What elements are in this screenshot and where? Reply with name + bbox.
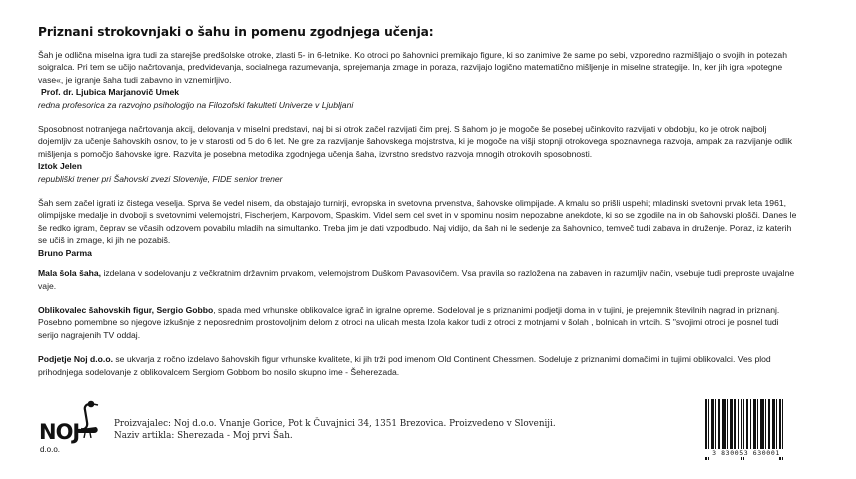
producer-line: Proizvajalec: Noj d.o.o. Vnanje Gorice, Pot k Čuvajnici 34, 1351 Brezovica. Proizvedeno v Sloveniji. [114, 419, 556, 429]
logo-subtext: d.o.o. [40, 445, 61, 454]
info-mala-sola [38, 267, 798, 292]
info-mala-sola-text: izdelana v sodelovanju z večkratnim državnim prvakom, velemojstrom Duškom Pavasovičem. Vsa pravila so razložena na zabaven in razumljiv način, vsebuje tudi preproste uvajalne vaje. [38, 268, 795, 291]
author-jelen: Iztok Jelen [38, 161, 82, 172]
logo-wordmark: NOJ [39, 420, 80, 444]
quote-text-marjanovic: Šah je odlična miselna igra tudi za starejše predšolske otroke, zlasti 5- in 6-letnike. Ko otroci po šahovnici premikajo figure, ki so zanimive že same po sebi, vzporedno razmišljajo o svojih in potezah soigralca. Pri tem se učijo načrtovanja, predvidevanja, socialnega razumevanja, sprejemanja zmage in poraza, razvijajo logično matematično mišljenje in miselne strategije. In, ker jih igra »potegne vase«, je igranje šaha tudi zabavno in vznemirljivo. [38, 50, 787, 85]
role-jelen: republiški trener pri Šahovski zvezi Slovenije, FIDE senior trener [38, 173, 283, 184]
info-gobbo [38, 304, 798, 341]
info-noj-text: se ukvarja z ročno izdelavo šahovskih figur vrhunske kvalitete, ki jih trži pod imenom Old Continent Chessmen. Sodeluje z priznanimi domačimi in tujimi oblikovalci. Ves plod prihodnjega sodelovanje z oblikovalcem Sergiom Gobbom bo nosilo skupno ime - Šeherezada. [38, 354, 771, 377]
noj-logo [38, 404, 108, 460]
author-parma: Bruno Parma [38, 247, 92, 258]
author-marjanovic: Prof. dr. Ljubica Marjanovič Umek [41, 87, 180, 98]
product-info [114, 418, 556, 442]
info-gobbo-text: , spada med vrhunske oblikovalce igrač in igralne opreme. Sodeloval je s priznanimi podjetji doma in v tujini, je prejemnik številnih nagrad in priznanj. Posebno pomembne so njegove izkušnje z neposrednim prostovoljnim delom z otroci na ulicah mesta Izola kakor tudi z otroci z motnjami v šolah , bolnicah in vrtcih. S "svojimi otroci je posnel tudi serijo nagrajenih TV oddaj. [38, 304, 780, 340]
role-marjanovic: redna profesorica za razvojno psihologijo na Filozofski fakulteti Univerze v Ljubljani [38, 99, 354, 110]
info-gobbo-lead: Oblikovalec šahovskih figur, Sergio Gobbo [38, 304, 214, 315]
info-mala-sola-lead: Mala šola šaha, [38, 268, 102, 279]
page-title: Priznani strokovnjaki o šahu in pomenu zgodnjega učenja: [38, 25, 434, 39]
quote-text-jelen: Sposobnost notranjega načrtovanja akcij, delovanja v miselni predstavi, naj bi si otrok začel razvijati čim prej. S šahom jo je mogoče še posebej učinkovito razvijati v obdobju, ko je otrok najbolj dojemljiv za učenje šahovskih osnov, to je v starosti od 5 do 6 let. Ne gre za razvijanje šahovskega mojstrstva, ki je mogoče na višji stopnji otrokovega spoznavnega razvoja, ampak za razvijanje odlik mišljenja s pomočjo šahovske igre. Razvita je posebna metodika zgodnjega učenja šaha, izvrstno sredstvo razvoja mnogih otrokovih sposobnosti. [38, 124, 793, 159]
barcode-number: 3 830053 630001 [700, 449, 792, 457]
info-noj-lead: Podjetje Noj d.o.o. [38, 354, 113, 365]
info-noj [38, 353, 798, 378]
document-body [38, 25, 798, 378]
quote-text-parma: Šah sem začel igrati iz čistega veselja. Sprva še vedel nisem, da obstajajo turnirji, evropska in svetovna prvenstva, šahovske olimpijade. A kmalu so prišli uspehi; mladinski svetovni prvak leta 1961, olimpijske medalje in dvoboji s svetovnimi velemojstri, Fischerjem, Karpovom, Spaskim. Videl sem cel svet in v spominu nosim nepozabne anekdote, ki so se zgodile na in ob šahovski plošči. Danes le še redko igram, čeprav se včasih odzovem povabilu mladih na simultanko. Treba jim je dati vzpodbudo. Naj vidijo, da šah ni le sedenje za šahovnico, temveč tudi zabava in druženje. Poraz, iz katerih se učiš in zmage, ki jih ne pozabiš. [38, 198, 797, 246]
article-line: Naziv artikla: Sherezada - Moj prvi Šah. [114, 431, 293, 442]
